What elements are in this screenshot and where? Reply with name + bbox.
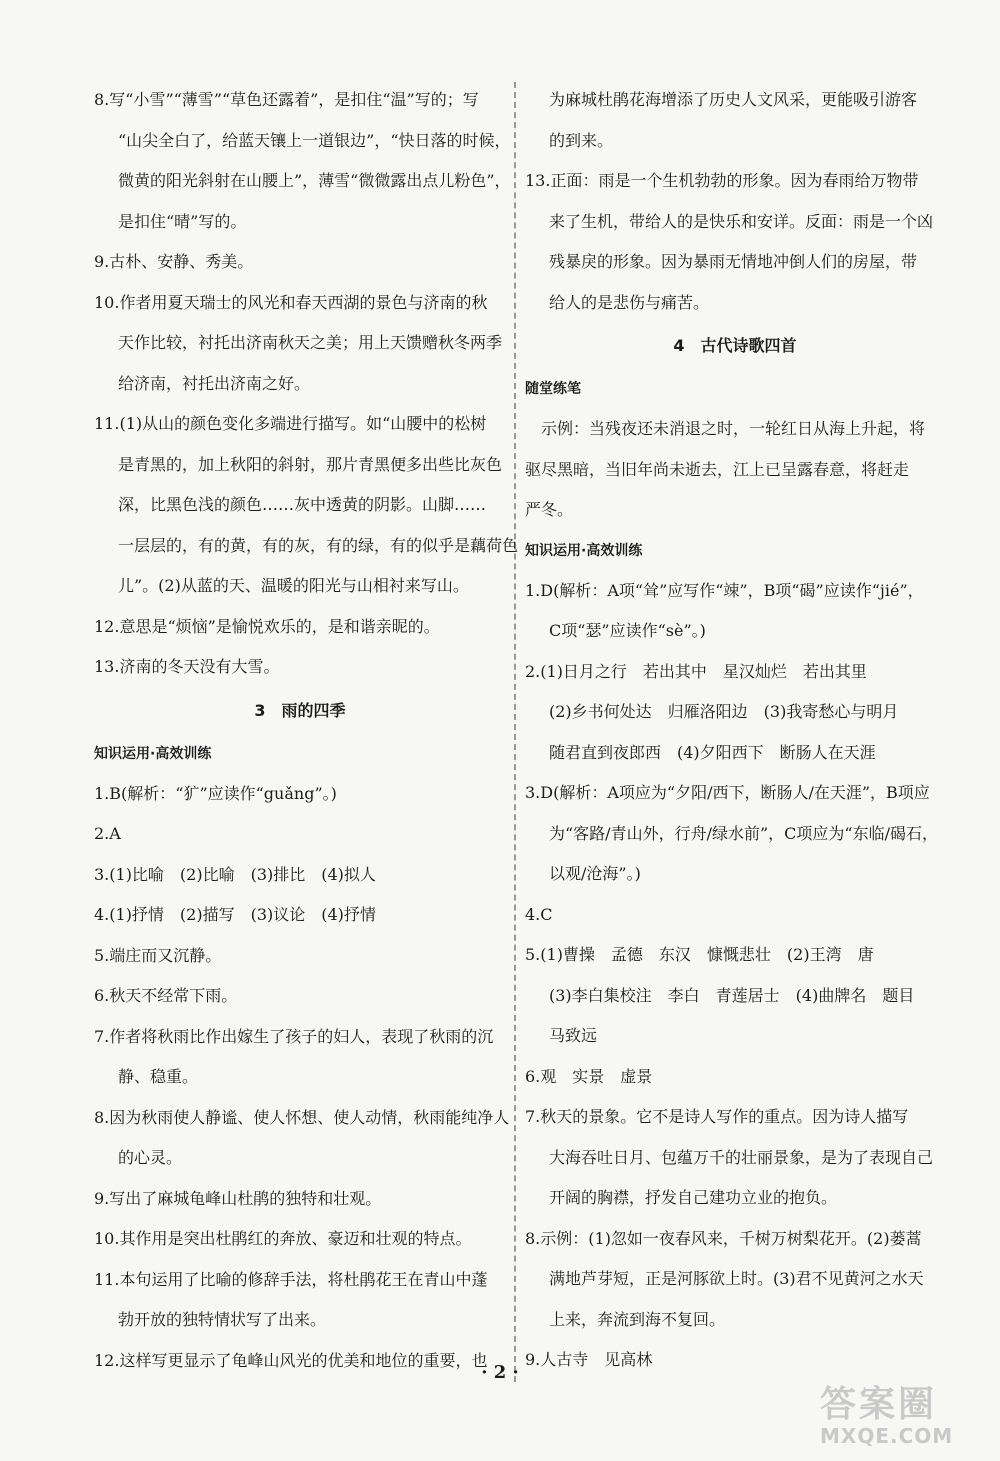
watermark-logo-text: 答案圈 [820,1384,938,1425]
text-line: 是扣住“晴”写的。 [118,211,247,231]
text-line: 1.D(解析：A项“耸”应写作“竦”，B项“碣”应读作“jié”， [525,580,924,600]
watermark-url: MXQE.COM [820,1424,954,1448]
section-heading: 3 雨的四季 [254,700,346,720]
text-line: (2)乡书何处达 归雁洛阳边 (3)我寄愁心与明月 [549,702,899,721]
text-line: 2.(1)日月之行 若出其中 星汉灿烂 若出其里 [525,661,867,681]
text-line: 9.古朴、安静、秀美。 [94,252,254,271]
text-line: 3.(1)比喻 (2)比喻 (3)排比 (4)拟人 [94,864,376,884]
text-line: C项“瑟”应读作“sè”。) [549,621,706,640]
text-line: 4.(1)抒情 (2)描写 (3)议论 (4)抒情 [94,905,376,924]
text-line: 以观/沧海”。) [549,864,641,883]
subsection-heading: 知识运用·高效训练 [94,745,212,762]
text-line: 的心灵。 [118,1148,183,1167]
text-line: 2.A [94,824,121,843]
text-line: 勃开放的独特情状写了出来。 [118,1310,327,1329]
page-number: · 2 · [481,1362,519,1383]
text-line: 1.B(解析：“犷”应读作“guǎng”。) [94,783,337,803]
text-line: 7.作者将秋雨比作出嫁生了孩子的妇人，表现了秋雨的沉 [94,1026,494,1046]
text-line: 5.端庄而又沉静。 [94,945,222,965]
text-line: 12.这样写更显示了龟峰山风光的优美和地位的重要，也 [94,1350,488,1370]
text-line: 驱尽黑暗，当旧年尚未逝去，江上已呈露春意，将赶走 [525,459,910,479]
text-line: 满地芦芽短，正是河豚欲上时。(3)君不见黄河之水天 [549,1269,924,1288]
text-line: 天作比较，衬托出济南秋天之美；用上天馈赠秋冬两季 [118,333,503,352]
text-line: “山尖全白了，给蓝天镶上一道银边”，“快日落的时候， [118,130,511,150]
text-line: 大海吞吐日月、包蕴万千的壮丽景象，是为了表现自己 [549,1147,934,1167]
text-line: 8.写“小雪”“薄雪”“草色还露着”，是扣住“温”写的；写 [94,90,479,109]
text-line: 11.(1)从山的颜色变化多端进行描写。如“山腰中的松树 [94,414,487,433]
text-line: 3.D(解析：A项应为“夕阳/西下，断肠人/在天涯”，B项应 [525,783,930,802]
text-line: 深，比黑色浅的颜色……灰中透黄的阴影。山脚…… [118,495,487,514]
text-line: 示例：当残夜还未消退之时，一轮红日从海上升起，将 [525,419,926,438]
text-line: 为“客路/青山外，行舟/绿水前”，C项应为“东临/碣石， [549,823,938,843]
text-line: 马致远 [549,1026,598,1045]
text-line: 10.其作用是突出杜鹃红的奔放、豪迈和壮观的特点。 [94,1229,472,1248]
text-line: 为麻城杜鹃花海增添了历史人文风采，更能吸引游客 [549,90,918,109]
section-heading: 4 古代诗歌四首 [673,336,797,355]
text-line: 随君直到夜郎西 (4)夕阳西下 断肠人在天涯 [549,742,876,762]
text-line: 来了生机，带给人的是快乐和安详。反面：雨是一个凶 [549,211,934,231]
text-line: 7.秋天的景象。它不是诗人写作的重点。因为诗人描写 [525,1107,909,1126]
text-line: 6.观 实景 虚景 [525,1066,653,1086]
text-line: (3)李白集校注 李白 青莲居士 (4)曲牌名 题目 [549,985,915,1005]
text-line: 9.写出了麻城龟峰山杜鹃的独特和壮观。 [94,1188,382,1208]
text-line: 残暴戾的形象。因为暴雨无情地冲倒人们的房屋，带 [549,252,918,271]
text-line: 5.(1)曹操 孟德 东汉 慷慨悲壮 (2)王湾 唐 [525,945,874,964]
text-line: 上来，奔流到海不复回。 [549,1309,726,1329]
text-line: 给济南，衬托出济南之好。 [118,373,311,393]
text-line: 一层层的，有的黄，有的灰，有的绿，有的似乎是藕荷色 [118,535,519,555]
text-line: 11.本句运用了比喻的修辞手法，将杜鹃花王在青山中蓬 [94,1269,488,1289]
text-line: 10.作者用夏天瑞士的风光和春天西湖的景色与济南的秋 [94,292,488,312]
text-line: 8.因为秋雨使人静谧、使人怀想、使人动情，秋雨能纯净人 [94,1107,510,1127]
text-line: 是青黑的，加上秋阳的斜射，那片青黑便多出些比灰色 [118,454,503,474]
subsection-heading: 知识运用·高效训练 [525,542,643,559]
text-line: 13.济南的冬天没有大雪。 [94,657,280,676]
text-line: 微黄的阳光斜射在山腰上”，薄雪“微微露出点儿粉色”， [118,171,511,190]
site-watermark [820,1385,990,1450]
text-line: 的到来。 [549,130,614,150]
right-column [525,80,945,1381]
text-line: 6.秋天不经常下雨。 [94,986,238,1005]
text-line: 4.C [525,904,553,924]
text-line: 严冬。 [525,500,574,519]
text-line: 9.人古寺 见高林 [525,1350,653,1369]
text-line: 儿”。(2)从蓝的天、温暖的阳光与山相衬来写山。 [118,576,469,595]
text-line: 给人的是悲伤与痛苦。 [549,292,710,312]
column-divider [514,82,516,1382]
left-column [94,80,519,1381]
text-line: 12.意思是“烦恼”是愉悦欢乐的，是和谐亲昵的。 [94,616,440,636]
subsection-heading: 随堂练笔 [525,381,581,397]
text-line: 13.正面：雨是一个生机勃勃的形象。因为春雨给万物带 [525,171,919,190]
text-line: 8.示例：(1)忽如一夜春风来，千树万树梨花开。(2)蒌蒿 [525,1228,922,1248]
text-line: 开阔的胸襟，抒发自己建功立业的抱负。 [549,1188,838,1207]
text-line: 静、稳重。 [118,1067,199,1086]
